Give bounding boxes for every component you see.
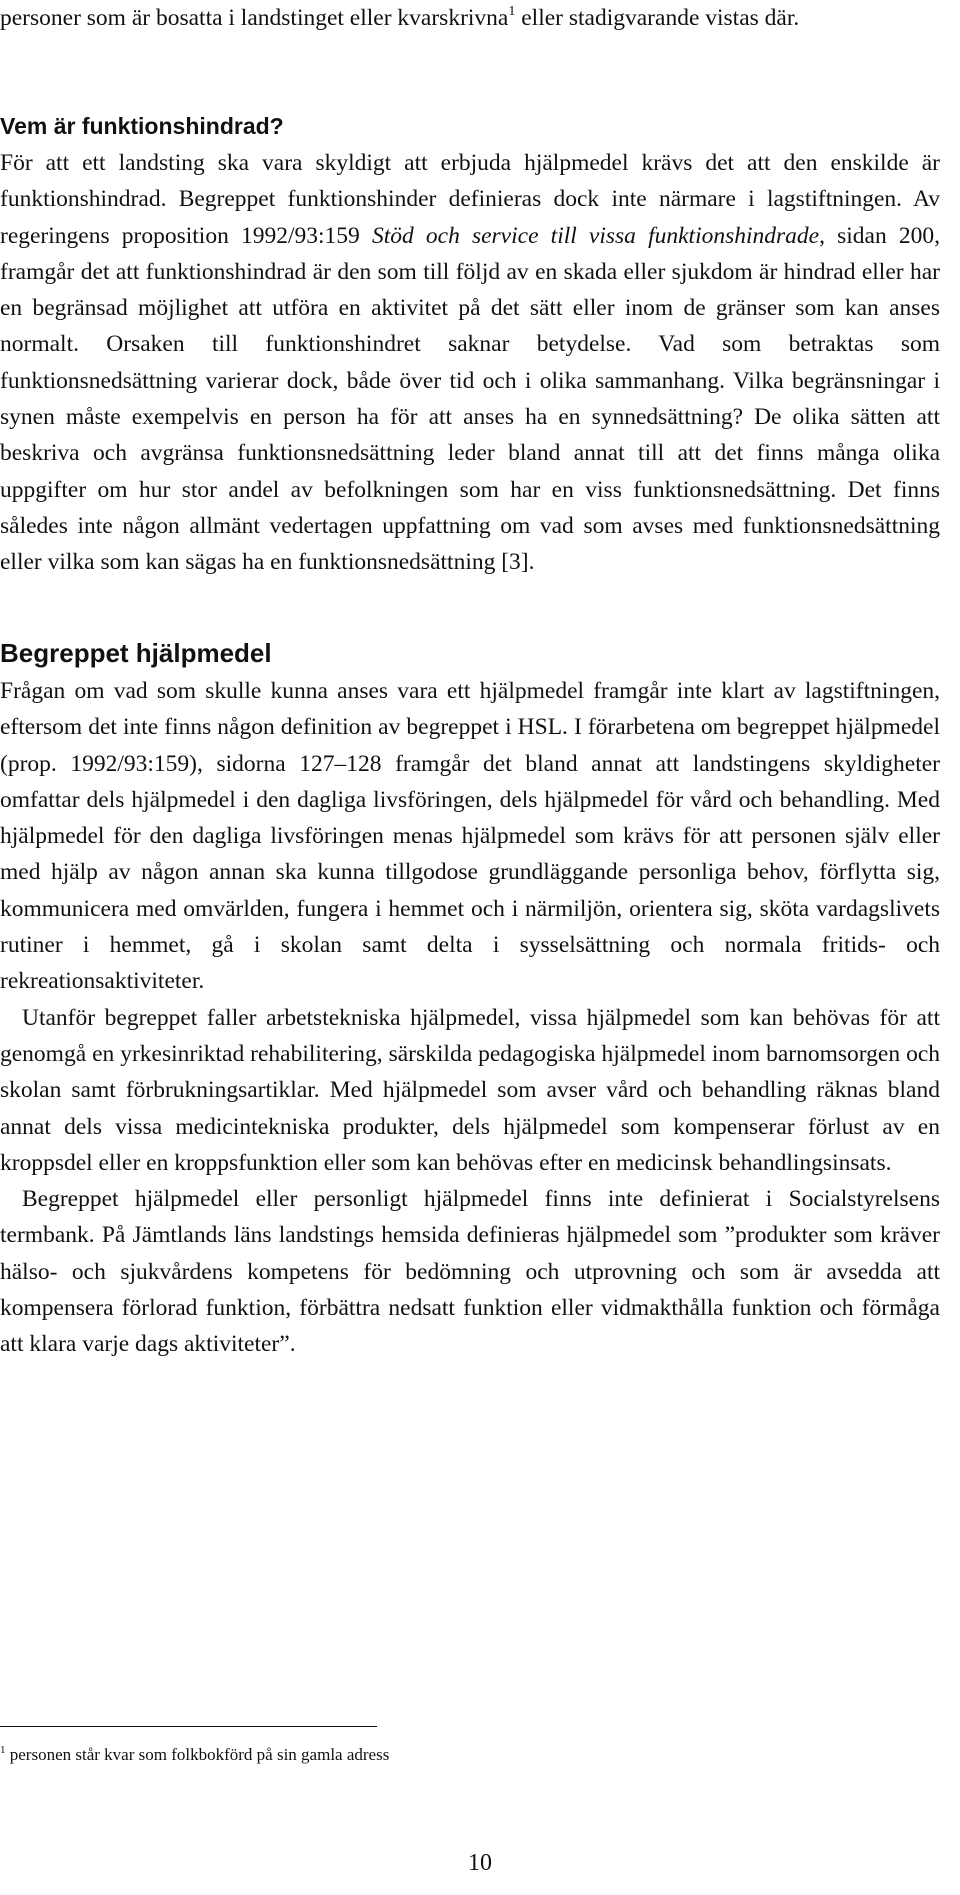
section-heading-funktionshindrad: Vem är funktionshindrad? [0, 113, 284, 139]
footnote-divider [0, 1726, 377, 1727]
paragraph-hjalpmedel-1: Frågan om vad som skulle kunna anses vara ett hjälpmedel framgår inte klart av lagstiftningen, eftersom det inte finns någon definition av begreppet i HSL. I förarbetena om begreppet hjälpmedel (prop. 1992/93:159), sidorna 127–128 framgår det bland annat att landstingens skyldigheter omfattar dels hjälpmedel i den dagliga livsföringen, dels hjälpmedel för vård och behandling. Med hjälpmedel för den dagliga livsföringen menas hjälpmedel som krävs för att personen själv eller med hjälp av någon annan ska kunna tillgodose grundläggande personliga behov, förflytta sig, kommunicera med omvärlden, fungera i hemmet och i närmiljön, orientera sig, sköta vardagslivets rutiner i hemmet, gå i skolan samt delta i sysselsättning och normala fritids- och rekreationsaktiviteter. [0, 678, 940, 995]
section-hjalpmedel-body [0, 673, 940, 1363]
paragraph-hjalpmedel-3: Begreppet hjälpmedel eller personligt hjälpmedel finns inte definierat i Socialstyrelsens termbank. På Jämtlands läns landstings hemsida definieras hjälpmedel som ”produkter som kräver hälso- och sjukvårdens kompetens för bedömning och utprovning och som är avsedda att kompensera förlorad funktion, förbättra nedsatt funktion eller vidmakthålla funktion och förmåga att klara varje dags aktiviteter”. [0, 1186, 940, 1358]
paragraph-funktionshindrad [0, 145, 940, 581]
footnote-marker: 1 [0, 1744, 6, 1756]
footnote [0, 1744, 389, 1766]
section-heading-hjalpmedel: Begreppet hjälpmedel [0, 638, 272, 668]
page-number: 10 [468, 1850, 492, 1876]
publication-title: Stöd och service till vissa funktionshindrade [371, 222, 820, 249]
paragraph-text: För att ett landsting ska vara skyldigt att erbjuda hjälpmedel krävs det att den enskilde är funktionshindrad. Begreppet funktionshinder definieras dock inte närmare i lagstiftningen. Av regeringens proposition 1992/93:159 [0, 150, 940, 249]
intro-text-end: eller stadigvarande vistas där. [515, 5, 800, 31]
footnote-text: personen står kvar som folkbokförd på sin gamla adress [5, 1745, 390, 1764]
intro-text: personer som är bosatta i landstinget eller kvarskrivna [0, 5, 509, 31]
intro-paragraph [0, 0, 940, 36]
paragraph-hjalpmedel-2: Utanför begreppet faller arbetstekniska hjälpmedel, vissa hjälpmedel som kan behövas för att genomgå en yrkesinriktad rehabilitering, särskilda pedagogiska hjälpmedel inom barnomsorgen och skolan samt förbrukningsartiklar. Med hjälpmedel som avser vård och behandling räknas bland annat dels vissa medicintekniska produkter, dels hjälpmedel som kompenserar förlust av en kroppsdel eller en kroppsfunktion eller som kan behövas efter en medicinsk behandlingsinsats. [0, 1004, 940, 1176]
footnote-reference: 1 [508, 4, 516, 19]
paragraph-text-continued: , sidan 200, framgår det att funktionshindrad är den som till följd av en skada eller sjukdom är hindrad eller har en begränsad möjlighet att utföra en aktivitet på det sätt eller inom de gränser som kan anses normalt. Orsaken till funktionshindret saknar betydelse. Vad som betraktas som funktionsnedsättning varierar dock, både över tid och i olika sammanhang. Vilka begränsningar i synen måste exempelvis en person ha för att anses ha en synnedsättning? De olika sätten att beskriva och avgränsa funktionsnedsättning leder bland annat till att det finns många olika uppgifter om hur stor andel av befolkningen som har en viss funktionsnedsättning. Det finns således inte någon allmänt vedertagen uppfattning om vad som avses med funktionsnedsättning eller vilka som kan sägas ha en funktionsnedsättning [3]. [0, 222, 941, 576]
